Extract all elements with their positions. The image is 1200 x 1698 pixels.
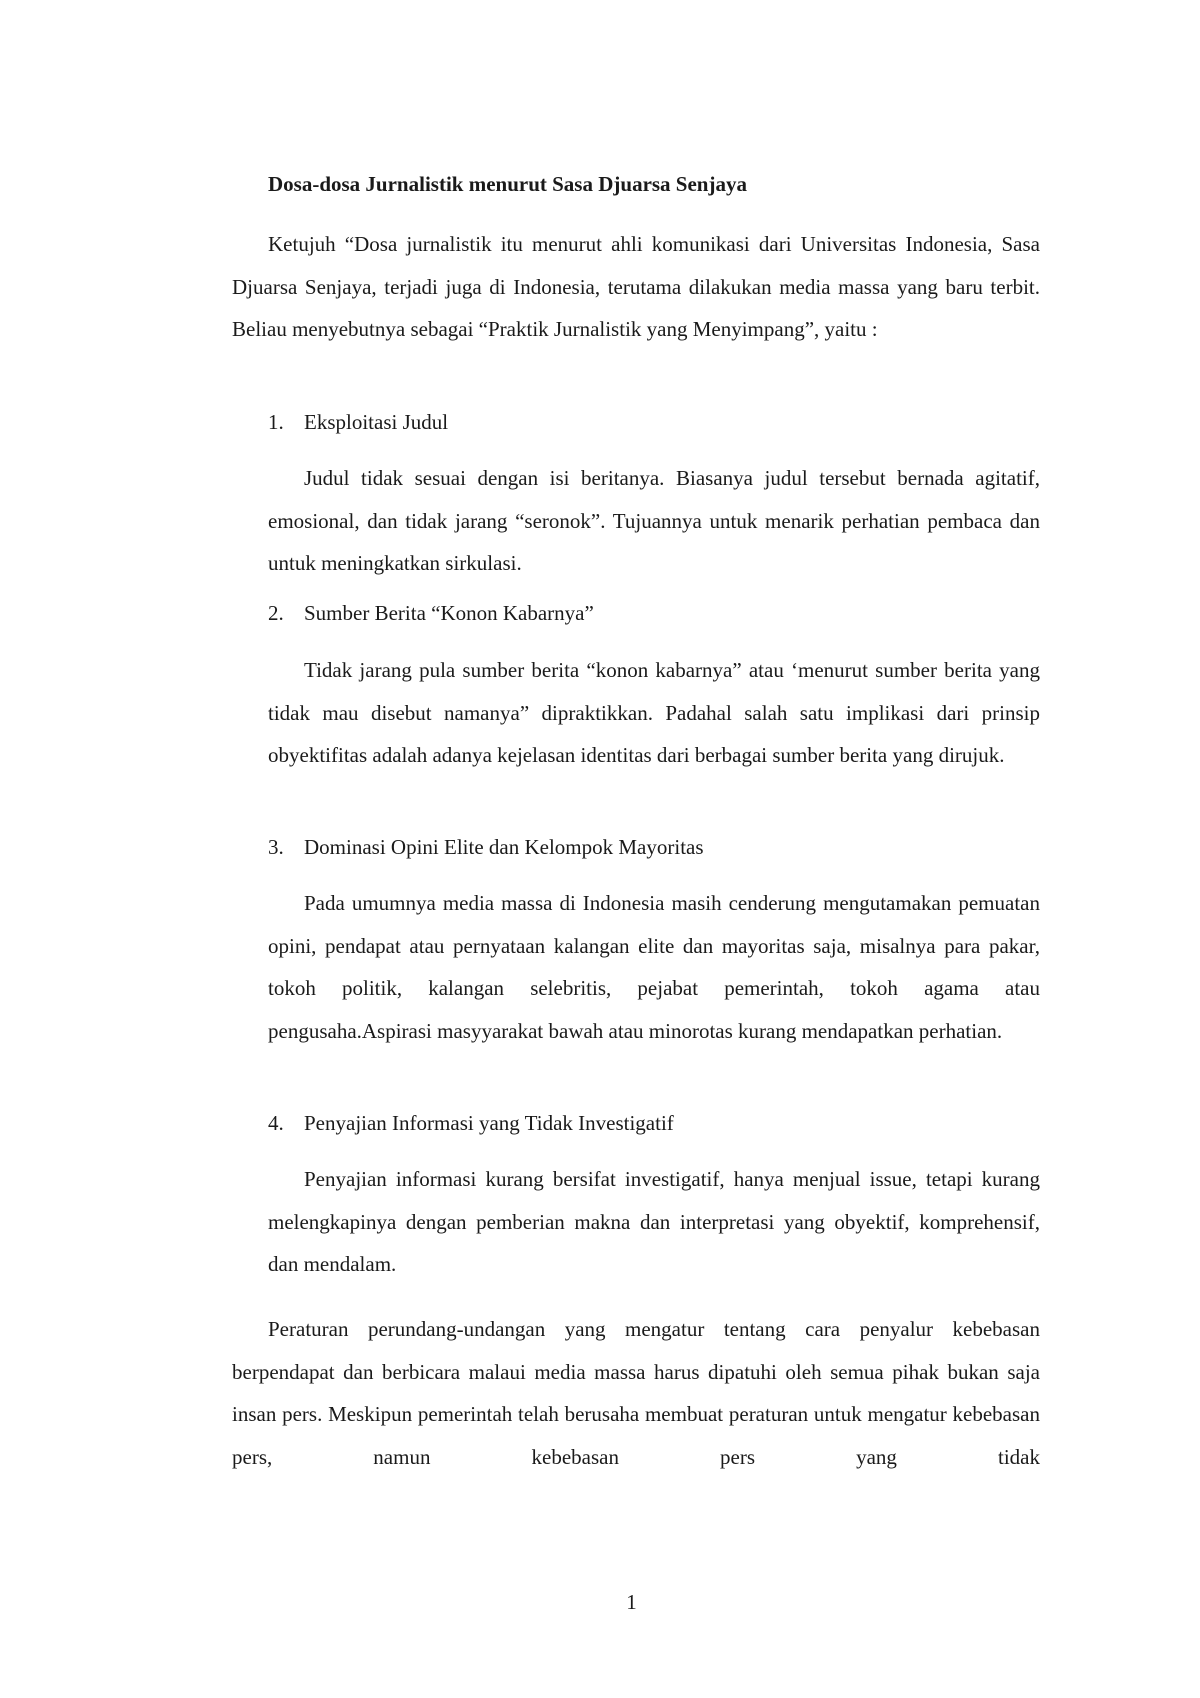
list-item-4-title xyxy=(268,1111,674,1136)
list-item-4-body: Penyajian informasi kurang bersifat investigatif, hanya menjual issue, tetapi kurang melengkapinya dengan pemberian makna dan interpretasi yang obyektif, komprehensif, dan mendalam. xyxy=(268,1167,1040,1276)
list-item-2-title xyxy=(268,601,594,626)
list-item-1-title xyxy=(268,410,448,435)
list-number: 1. xyxy=(268,410,284,434)
list-item-3-body: Pada umumnya media massa di Indonesia masih cenderung mengutamakan pemuatan opini, pendapat atau pernyataan kalangan elite dan mayoritas saja, misalnya para pakar, tokoh politik, kalangan selebritis, pejabat pemerintah, tokoh agama atau pengusaha.Aspirasi masyyarakat bawah atau minorotas kurang mendapatkan perhatian. xyxy=(268,891,1040,1043)
list-number: 4. xyxy=(268,1111,284,1135)
intro-paragraph: Ketujuh “Dosa jurnalistik itu menurut ahli komunikasi dari Universitas Indonesia, Sasa Djuarsa Senjaya, terjadi juga di Indonesia, terutama dilakukan media massa yang baru terbit. Beliau menyebutnya sebagai “Praktik Jurnalistik yang Menyimpang”, yaitu : xyxy=(232,232,1040,341)
list-title: Penyajian Informasi yang Tidak Investigatif xyxy=(304,1111,674,1135)
list-title: Dominasi Opini Elite dan Kelompok Mayoritas xyxy=(304,835,704,859)
page-number: 1 xyxy=(626,1590,637,1614)
list-number: 3. xyxy=(268,835,284,859)
closing-paragraph: Peraturan perundang-undangan yang mengatur tentang cara penyalur kebebasan berpendapat dan berbicara malaui media massa harus dipatuhi oleh semua pihak bukan saja insan pers. Meskipun pemerintah telah berusaha membuat peraturan untuk mengatur kebebasan pers, namun kebebasan pers yang tidak xyxy=(232,1317,1040,1469)
list-item-3-title xyxy=(268,835,704,860)
list-item-1-body: Judul tidak sesuai dengan isi beritanya. Biasanya judul tersebut bernada agitatif, emosional, dan tidak jarang “seronok”. Tujuannya untuk menarik perhatian pembaca dan untuk meningkatkan sirkulasi. xyxy=(268,466,1040,575)
list-number: 2. xyxy=(268,601,284,625)
document-heading: Dosa-dosa Jurnalistik menurut Sasa Djuarsa Senjaya xyxy=(268,172,747,196)
list-title: Eksploitasi Judul xyxy=(304,410,449,434)
list-item-2-body: Tidak jarang pula sumber berita “konon kabarnya” atau ‘menurut sumber berita yang tidak mau disebut namanya” dipraktikkan. Padahal salah satu implikasi dari prinsip obyektifitas adalah adanya kejelasan identitas dari berbagai sumber berita yang dirujuk. xyxy=(268,658,1040,767)
list-title: Sumber Berita “Konon Kabarnya” xyxy=(304,601,594,625)
